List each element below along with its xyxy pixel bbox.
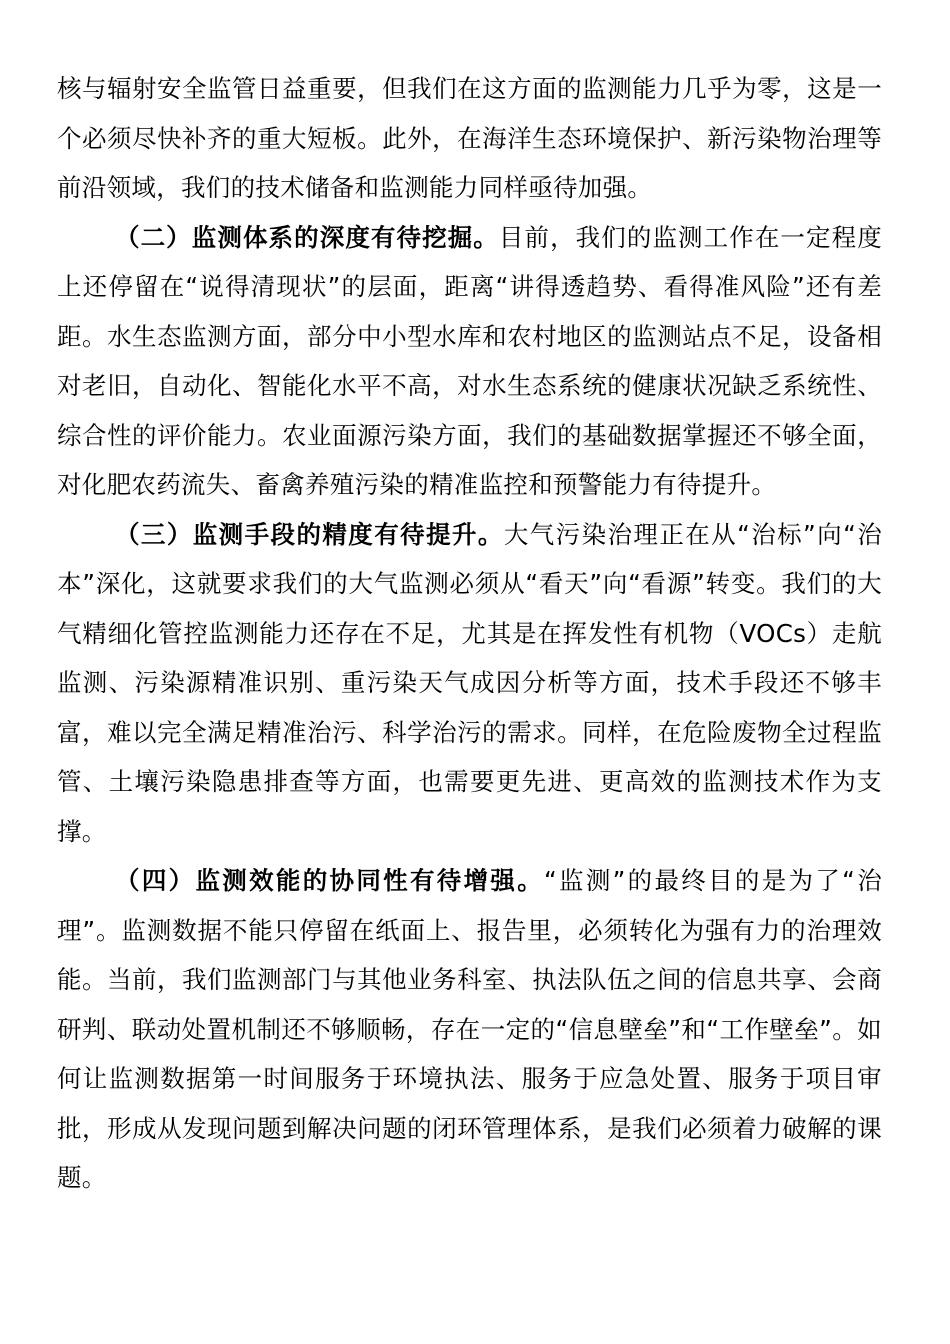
section-heading: （三）监测手段的精度有待提升。 (115, 519, 504, 549)
section-heading: （二）监测体系的深度有待挖掘。 (115, 222, 499, 252)
document-page (57, 64, 882, 1203)
paragraph-body: 核与辐射安全监管日益重要，但我们在这方面的监测能力几乎为零，这是一个必须尽快补齐的重大短板。此外，在海洋生态环境保护、新污染物治理等前沿领域，我们的技术储备和监测能力同样亟待加强。 (57, 74, 882, 202)
paragraph-body: 目前，我们的监测工作在一定程度上还停留在“说得清现状”的层面，距离“讲得透趋势、看得准风险”还有差距。水生态监测方面，部分中小型水库和农村地区的监测站点不足，设备相对老旧，自动化、智能化水平不高，对水生态系统的健康状况缺乏系统性、综合性的评价能力。农业面源污染方面，我们的基础数据掌握还不够全面，对化肥农药流失、畜禽养殖污染的精准监控和预警能力有待提升。 (57, 222, 883, 499)
paragraph-continuation (57, 64, 882, 213)
paragraph-section-4 (57, 856, 882, 1203)
section-heading: （四）监测效能的协同性有待增强。 (115, 866, 545, 895)
paragraph-section-2 (57, 213, 882, 510)
paragraph-section-3 (57, 510, 882, 857)
paragraph-body: “监测”的最终目的是为了“治理”。监测数据不能只停留在纸面上、报告里，必须转化为强有力的治理效能。当前，我们监测部门与其他业务科室、执法队伍之间的信息共享、会商研判、联动处置机制还不够顺畅，存在一定的“信息壁垒”和“工作壁垒”。如何让监测数据第一时间服务于环境执法、服务于应急处置、服务于项目审批，形成从发现问题到解决问题的闭环管理体系，是我们必须着力破解的课题。 (57, 866, 882, 1192)
paragraph-body: 大气污染治理正在从“治标”向“治本”深化，这就要求我们的大气监测必须从“看天”向“看源”转变。我们的大气精细化管控监测能力还存在不足，尤其是在挥发性有机物（VOCs）走航监测、污染源精准识别、重污染天气成因分析等方面，技术手段还不够丰富，难以完全满足精准治污、科学治污的需求。同样，在危险废物全过程监管、土壤污染隐患排查等方面，也需要更先进、更高效的监测技术作为支撑。 (57, 519, 882, 846)
